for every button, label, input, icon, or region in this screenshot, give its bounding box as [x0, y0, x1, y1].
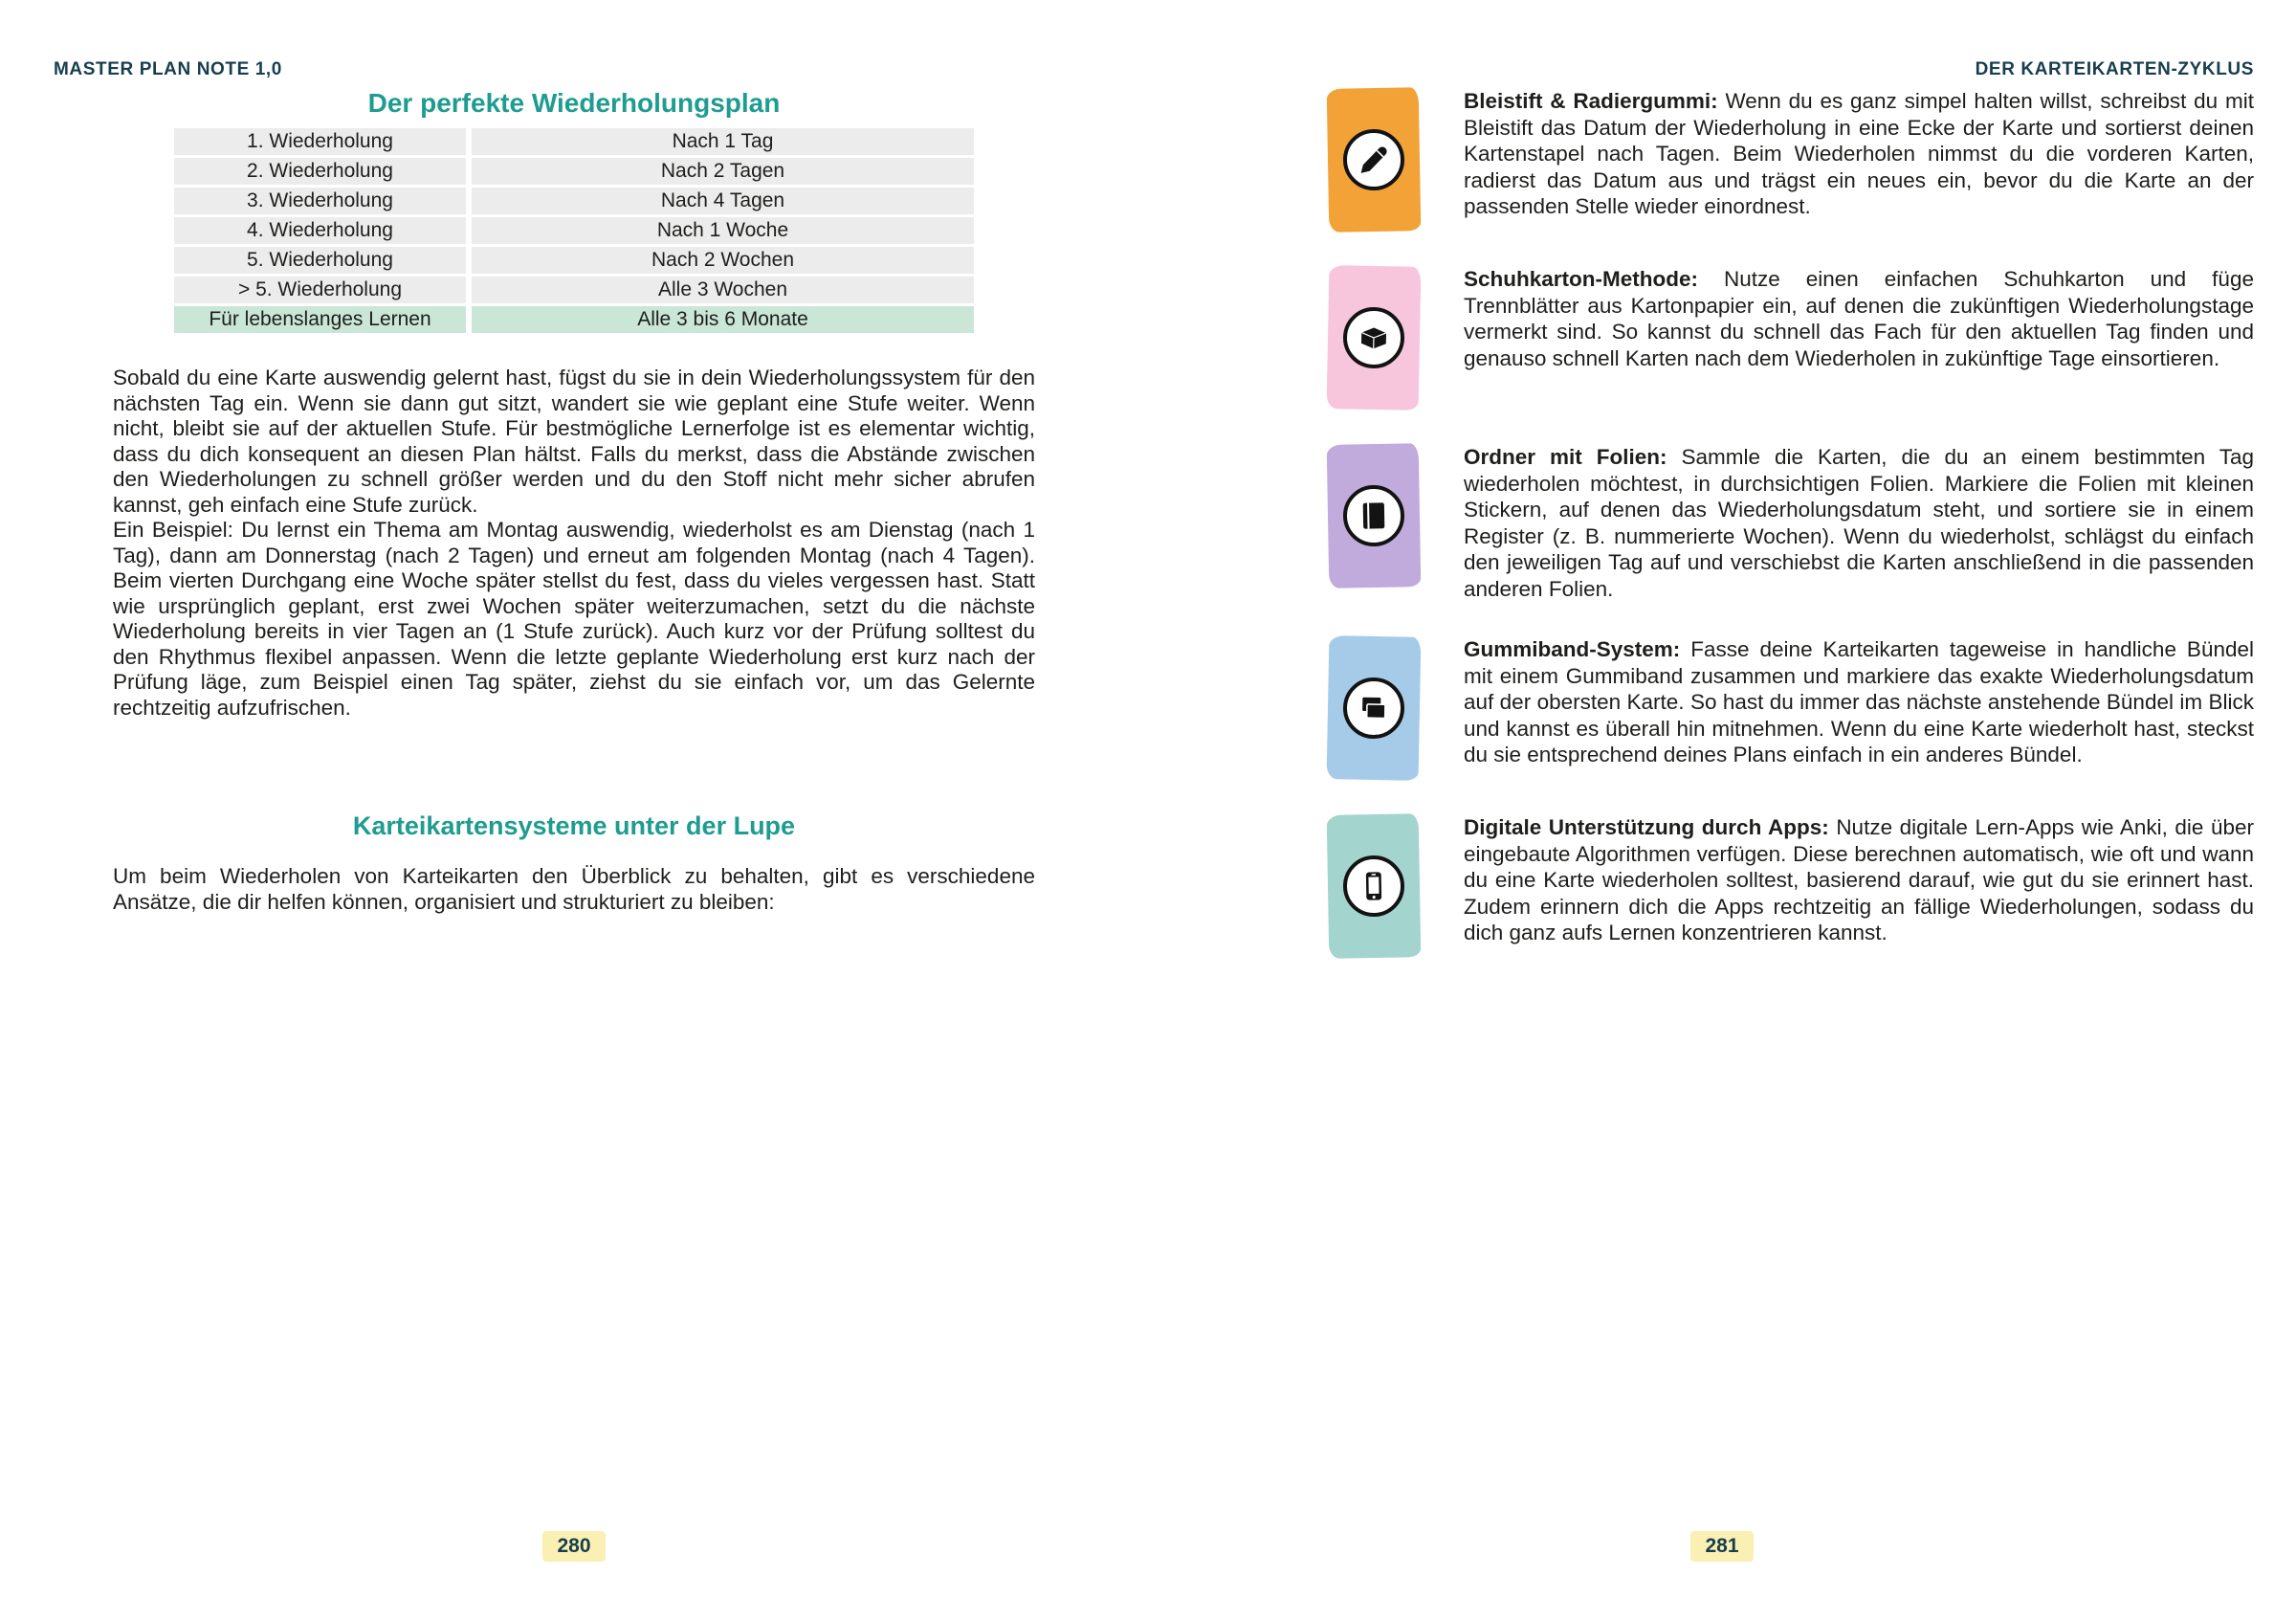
table-cell-value: Nach 2 Tagen	[472, 158, 974, 185]
method-description: Nutze einen einfachen Schuhkarton und füge Trennblätter aus Kartonpapier ein, auf denen die zukünftigen Wiederholungstage vermerkt sind. So kannst du schnell das Fach für den aktuellen Tag finden und genauso schnell Karten nach dem Wiederholen in zukünftige Tage einsortieren.	[1464, 267, 2254, 370]
method-label: Ordner mit Folien:	[1464, 445, 1667, 469]
section-intro-paragraph: Um beim Wiederholen von Karteikarten den Überblick zu behalten, gibt es verschiedene Ansätze, die dir helfen können, organisiert und strukturiert zu bleiben:	[113, 864, 1035, 914]
method-description: Fasse deine Karteikarten tageweise in handliche Bündel mit einem Gummiband zusammen und markiere das exakte Wiederholungsdatum auf der obersten Karte. So hast du immer das nächste anstehende Bündel im Blick und kannst es überall hin mitnehmen. Wenn du eine Karte wiederholt hast, steckst du sie entsprechend deines Plans einfach in ein anderes Bündel.	[1464, 637, 2254, 766]
table-cell-label: 1. Wiederholung	[174, 128, 466, 155]
table-row	[174, 277, 974, 303]
page-title: Der perfekte Wiederholungsplan	[367, 88, 781, 118]
method-label: Gummiband-System:	[1464, 637, 1681, 661]
method-item-bleistift	[1328, 88, 2254, 232]
method-item-ordner	[1328, 444, 2254, 602]
method-block-1	[1327, 265, 1422, 411]
table-cell-label: Für lebenslanges Lernen	[174, 306, 466, 333]
method-description: Wenn du es ganz simpel halten willst, schreibst du mit Bleistift das Datum der Wiederholung in eine Ecke der Karte und sortierst deinen Kartenstapel nach Tagen. Beim Wiederholen nimmst du die vorderen Karten, radierst das Datum aus und trägst ein neues ein, bevor du die Karte an der passenden Stelle wieder einordnest.	[1464, 89, 2254, 218]
page-number-badge: 280	[542, 1531, 605, 1562]
table-cell-label: > 5. Wiederholung	[174, 277, 466, 303]
card-bundle-icon	[1342, 677, 1404, 739]
table-row	[174, 158, 974, 185]
method-block-0	[1327, 87, 1422, 233]
table-row	[174, 217, 974, 244]
page-number-right	[1148, 1531, 2296, 1562]
pencil-icon	[1342, 128, 1404, 190]
method-block-2	[1327, 443, 1422, 588]
method-description: Sammle die Karten, die du an einem bestimmten Tag wiederholen möchtest, in durchsichtigen Folien. Markiere die Folien mit kleinen Stickern, auf denen das Wiederholungsdatum steht, und sortiere sie in einem Register (z. B. nummerierte Wochen). Wenn du wiederholst, schlägst du einfach den jeweiligen Tag auf und verschiebst die Karten anschließend in die passenden anderen Folien.	[1464, 445, 2254, 601]
paragraph: Ein Beispiel: Du lernst ein Thema am Montag auswendig, wiederholst es am Dienstag (nach 1 Tag), dann am Donnerstag (nach 2 Tagen) und erneut am folgenden Montag (nach 4 Tagen). Beim vierten Durchgang eine Woche später stellst du fest, dass du vieles vergessen hast. Statt wie ursprünglich geplant, erst zwei Wochen später weiterzumachen, setzt du die nächste Wiederholung bereits in vier Tagen an (1 Stufe zurück). Auch kurz vor der Prüfung solltest du den Rhythmus flexibel anpassen. Wenn die letzte geplante Wiederholung erst kurz nach der Prüfung läge, zum Beispiel einen Tag später, ziehst du sie einfach vor, um das Gelernte rechtzeitig aufzufrischen.	[113, 518, 1035, 720]
table-cell-value: Nach 4 Tagen	[472, 188, 974, 214]
table-cell-value: Nach 1 Tag	[472, 128, 974, 155]
method-item-apps	[1328, 814, 2254, 958]
table-cell-label: 3. Wiederholung	[174, 188, 466, 214]
running-head-right: DER KARTEIKARTEN-ZYKLUS	[1975, 59, 2254, 79]
method-label: Schuhkarton-Methode:	[1464, 267, 1698, 291]
table-cell-value: Nach 2 Wochen	[472, 247, 974, 274]
section-title: Karteikartensysteme unter der Lupe	[352, 811, 796, 840]
table-row-highlighted	[174, 306, 974, 333]
body-text	[113, 366, 1035, 721]
method-text	[1464, 88, 2254, 220]
table-cell-value: Alle 3 Wochen	[472, 277, 974, 303]
page-number-left	[0, 1531, 1148, 1562]
table-cell-value: Nach 1 Woche	[472, 217, 974, 244]
smartphone-icon	[1342, 855, 1404, 917]
method-block-4	[1327, 813, 1422, 959]
method-item-gummiband	[1328, 636, 2254, 780]
method-block-3	[1327, 635, 1422, 781]
shoebox-icon	[1342, 306, 1404, 368]
table-cell-label: 5. Wiederholung	[174, 247, 466, 274]
method-text	[1464, 814, 2254, 946]
method-list	[1328, 88, 2254, 958]
method-label: Digitale Unterstützung durch Apps:	[1464, 815, 1829, 839]
table-cell-label: 2. Wiederholung	[174, 158, 466, 185]
paragraph: Sobald du eine Karte auswendig gelernt hast, fügst du sie in dein Wiederholungssystem für den nächsten Tag ein. Wenn sie dann gut sitzt, wandert sie wie geplant eine Stufe weiter. Wenn nicht, bleibt sie auf der aktuellen Stufe. Für bestmögliche Lernerfolge ist es elementar wichtig, dass du dich konsequent an diesen Plan hältst. Falls du merkst, dass die Abstände zwischen den Wiederholungen zu schnell größer werden und du den Stoff nicht mehr sicher abrufen kannst, geh einfach eine Stufe zurück.	[113, 366, 1035, 517]
method-text	[1464, 636, 2254, 768]
binder-icon	[1342, 484, 1404, 546]
table-cell-value: Alle 3 bis 6 Monate	[472, 306, 974, 333]
method-description: Nutze digitale Lern-Apps wie Anki, die über eingebaute Algorithmen verfügen. Diese berechnen automatisch, wie oft und wann du eine Karte wiederholen solltest, basierend darauf, wie gut du sie erinnert hast. Zudem erinnern dich die Apps rechtzeitig an fällige Wiederholungen, sodass du dich ganz aufs Lernen konzentrieren kannst.	[1464, 815, 2254, 944]
running-head-left: MASTER PLAN NOTE 1,0	[54, 59, 282, 79]
table-row	[174, 128, 974, 155]
table-row	[174, 188, 974, 214]
method-label: Bleistift & Radiergummi:	[1464, 89, 1718, 113]
page-number-badge: 281	[1690, 1531, 1753, 1562]
repetition-plan-table	[174, 128, 974, 333]
table-cell-label: 4. Wiederholung	[174, 217, 466, 244]
table-row	[174, 247, 974, 274]
method-text	[1464, 444, 2254, 602]
page-right	[1148, 0, 2296, 1621]
method-item-schuhkarton	[1328, 266, 2254, 410]
method-text	[1464, 266, 2254, 371]
